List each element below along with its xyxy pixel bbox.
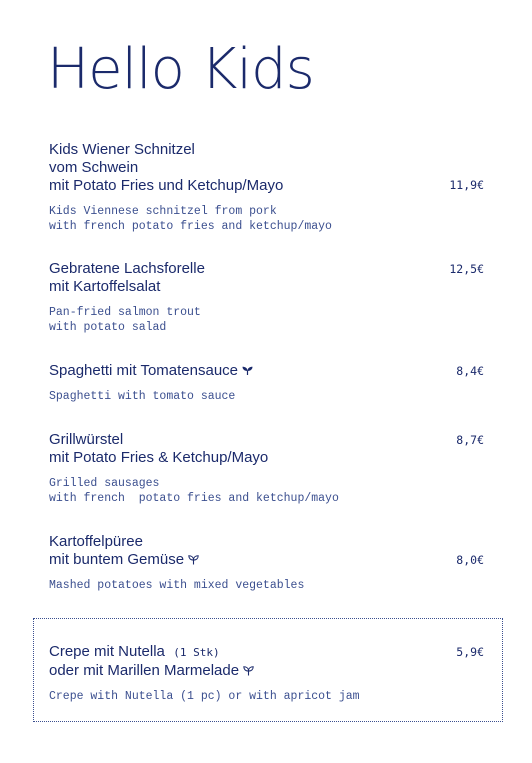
item-price: 8,4€ <box>456 364 484 378</box>
item-name-en: Spaghetti with tomato sauce <box>49 390 236 403</box>
item-name-de: Crepe mit Nutella (1 Stk) oder mit Marillen Marmelade <box>49 643 484 680</box>
item-price: 5,9€ <box>456 645 484 659</box>
item-name-en: Grilled sausages with french potato fries and ketchup/mayo <box>49 477 339 505</box>
menu-item-schnitzel <box>49 141 484 234</box>
item-name-de: Grillwürstel mit Potato Fries & Ketchup/Mayo <box>49 431 269 466</box>
menu-item-kartoffelpueree <box>49 533 484 593</box>
menu-item-spaghetti <box>49 362 484 404</box>
item-name-en: Mashed potatoes with mixed vegetables <box>49 579 305 592</box>
item-price: 12,5€ <box>449 262 484 276</box>
vegetarian-sprout-icon <box>188 555 199 565</box>
item-name-en: Kids Viennese schnitzel from pork with french potato fries and ketchup/mayo <box>49 205 332 233</box>
menu-item-crepe <box>49 643 484 704</box>
menu-item-lachsforelle <box>49 260 484 335</box>
vegetarian-sprout-icon <box>243 666 254 676</box>
item-price: 11,9€ <box>449 178 484 192</box>
item-name-de: Spaghetti mit Tomatensauce <box>49 362 484 380</box>
menu-item-grillwuerstel <box>49 431 484 506</box>
item-name-de: Kids Wiener Schnitzel vom Schwein mit Potato Fries und Ketchup/Mayo <box>49 141 284 194</box>
portion-note: (1 Stk) <box>173 646 220 659</box>
item-name-de: Gebratene Lachsforelle mit Kartoffelsalat <box>49 260 205 295</box>
item-name-de: Kartoffelpüree mit buntem Gemüse <box>49 533 484 569</box>
item-name-en: Pan-fried salmon trout with potato salad <box>49 306 201 334</box>
item-price: 8,7€ <box>456 433 484 447</box>
item-price: 8,0€ <box>456 553 484 567</box>
vegan-leaf-icon <box>242 366 253 376</box>
page-title: Hello Kids <box>47 37 314 102</box>
item-name-en: Crepe with Nutella (1 pc) or with apricot jam <box>49 690 360 703</box>
